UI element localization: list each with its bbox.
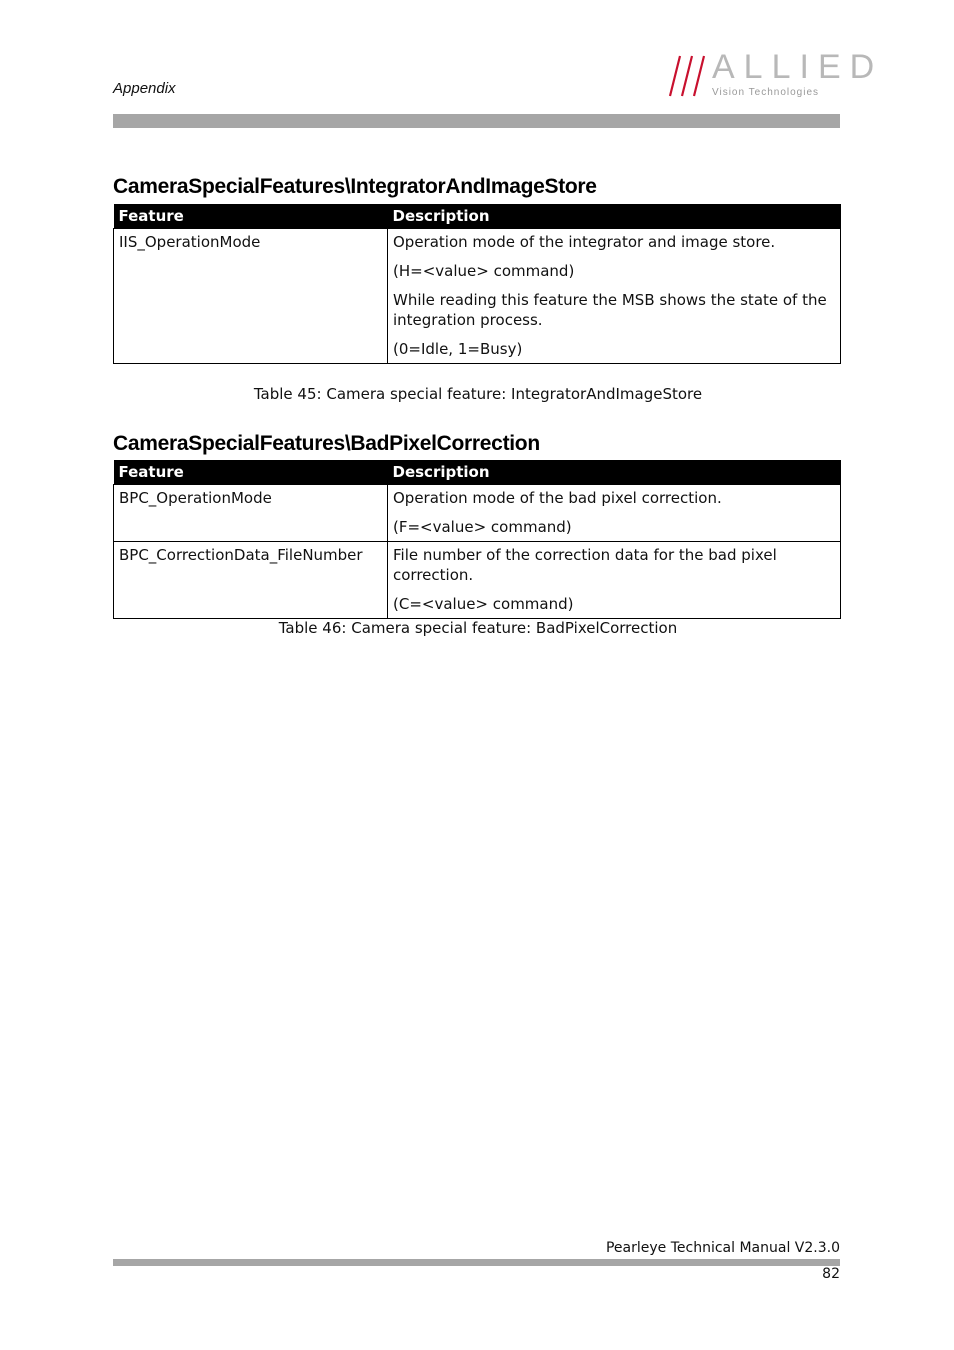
table-caption: Table 45: Camera special feature: IntegratorAndImageStore [253,385,703,403]
footer-rule [113,1259,840,1266]
description-line: (H=<value> command) [393,262,575,280]
section-title: CameraSpecialFeatures\IntegratorAndImageStore [113,175,597,198]
description-line: (F=<value> command) [393,518,572,536]
logo-name: ALLIED [712,48,884,86]
table-row [114,542,841,619]
description-cell [388,229,841,364]
description-cell [388,542,841,619]
table-header-row [114,460,841,485]
table-row [114,229,841,364]
feature-table [113,460,841,619]
feature-cell: BPC_CorrectionData_FileNumber [114,542,388,619]
allied-logo [666,48,884,100]
description-line: (0=Idle, 1=Busy) [393,340,523,358]
table-caption: Table 46: Camera special feature: BadPixelCorrection [278,619,678,637]
description-line: While reading this feature the MSB shows the state of the integration process. [393,291,827,329]
table-header-row [114,204,841,229]
triple-slash-logo-icon [666,52,710,100]
description-line: Operation mode of the bad pixel correction. [393,489,722,507]
column-header-description: Description [388,460,841,485]
section-title: CameraSpecialFeatures\BadPixelCorrection [113,432,540,455]
description-line: File number of the correction data for the bad pixel correction. [393,546,777,584]
footer-manual-title: Pearleye Technical Manual V2.3.0 [605,1240,840,1256]
column-header-feature: Feature [114,204,388,229]
description-cell [388,485,841,542]
page-number: 82 [822,1266,840,1282]
description-line: (C=<value> command) [393,595,574,613]
description-line: Operation mode of the integrator and image store. [393,233,776,251]
header-rule [113,114,840,128]
column-header-feature: Feature [114,460,388,485]
feature-cell: BPC_OperationMode [114,485,388,542]
header-section-label: Appendix [113,80,176,97]
feature-cell: IIS_OperationMode [114,229,388,364]
feature-table [113,204,841,364]
logo-subtitle: Vision Technologies [712,87,820,98]
table-row [114,485,841,542]
column-header-description: Description [388,204,841,229]
